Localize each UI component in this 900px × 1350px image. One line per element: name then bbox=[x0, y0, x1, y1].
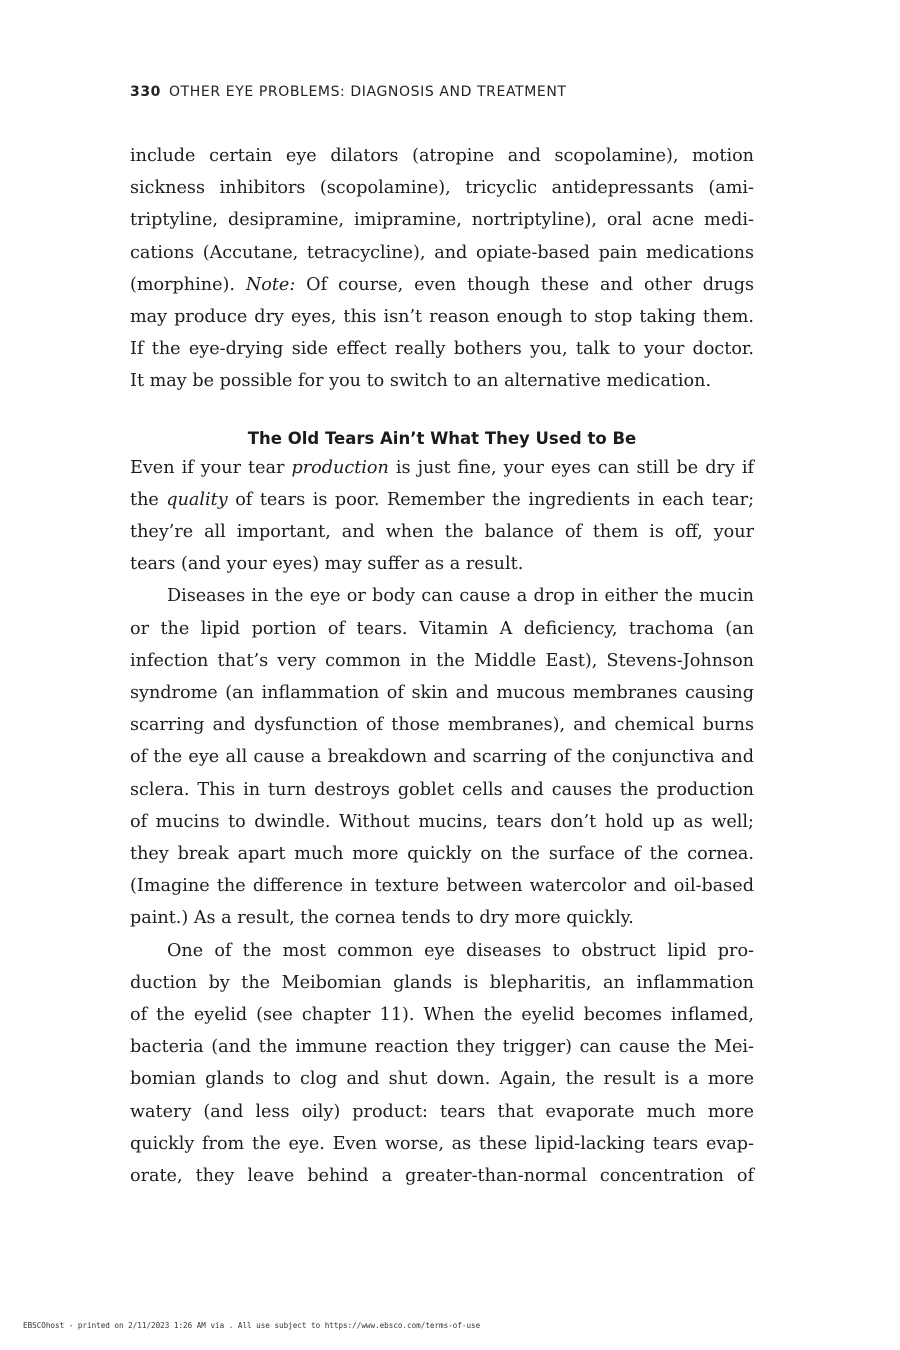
text-line: scarring and dysfunction of those membranes), and chemical burns bbox=[130, 715, 754, 736]
text-line: bacteria (and the immune reaction they trigger) can cause the Mei- bbox=[130, 1037, 754, 1058]
text-span: of tears is poor. Remember the ingredients in each tear; bbox=[227, 489, 755, 510]
body-text bbox=[130, 140, 754, 1192]
text-line: of the eyelid (see chapter 11). When the eyelid becomes inflamed, bbox=[130, 1005, 754, 1026]
text-span: Even if your tear bbox=[130, 457, 292, 478]
running-title: OTHER EYE PROBLEMS: DIAGNOSIS AND TREATMENT bbox=[169, 84, 567, 100]
text-line: bomian glands to clog and shut down. Again, the result is a more bbox=[130, 1069, 754, 1090]
paragraph-4 bbox=[130, 935, 754, 1193]
text-line: of mucins to dwindle. Without mucins, tears don’t hold up as well; bbox=[130, 811, 754, 832]
note-label: Note: bbox=[245, 274, 296, 295]
text-span: is just fine, your eyes can still be dry if bbox=[388, 457, 754, 478]
paragraph-2 bbox=[130, 452, 754, 581]
text-line: tears (and your eyes) may suffer as a result. bbox=[130, 554, 524, 575]
text-line: or the lipid portion of tears. Vitamin A deficiency, trachoma (an bbox=[130, 618, 754, 639]
running-header bbox=[130, 84, 567, 100]
text-line: include certain eye dilators (atropine and scopolamine), motion bbox=[130, 146, 754, 166]
text-line: of the eye all cause a breakdown and scarring of the conjunctiva and bbox=[130, 747, 754, 768]
text-line: (Imagine the difference in texture between watercolor and oil-based bbox=[130, 876, 754, 897]
print-footer: EBSCOhost - printed on 2/11/2023 1:26 AM via . All use subject to https://www.ebsco.com/terms-of-use bbox=[23, 1321, 481, 1330]
text-line: watery (and less oily) product: tears that evaporate much more bbox=[130, 1101, 754, 1122]
text-line: duction by the Meibomian glands is blepharitis, an inflammation bbox=[130, 972, 754, 993]
text-span: Of course, even though these and other drugs bbox=[295, 274, 754, 295]
emphasis: production bbox=[291, 457, 389, 478]
page-number: 330 bbox=[130, 84, 162, 100]
text-line: paint.) As a result, the cornea tends to dry more quickly. bbox=[130, 908, 634, 929]
text-line: triptyline, desipramine, imipramine, nortriptyline), oral acne medi- bbox=[130, 210, 754, 231]
text-line bbox=[130, 269, 754, 301]
text-line: sclera. This in turn destroys goblet cells and causes the production bbox=[130, 779, 754, 800]
text-line: cations (Accutane, tetracycline), and opiate-based pain medications bbox=[130, 242, 754, 263]
text-line bbox=[130, 452, 754, 484]
text-line: may produce dry eyes, this isn’t reason enough to stop taking them. bbox=[130, 307, 754, 328]
emphasis: quality bbox=[166, 489, 228, 510]
text-line: they break apart much more quickly on the surface of the cornea. bbox=[130, 844, 754, 865]
text-line bbox=[130, 484, 754, 516]
text-line: orate, they leave behind a greater-than-normal concentration of bbox=[130, 1166, 754, 1187]
paragraph-1 bbox=[130, 140, 754, 398]
text-line: sickness inhibitors (scopolamine), tricyclic antidepressants (ami- bbox=[130, 178, 754, 199]
paragraph-3 bbox=[130, 580, 754, 934]
text-span: (morphine). bbox=[130, 274, 246, 295]
text-line: syndrome (an inflammation of skin and mucous membranes causing bbox=[130, 683, 754, 704]
text-line: If the eye-drying side effect really bothers you, talk to your doctor. bbox=[130, 339, 754, 360]
text-line: infection that’s very common in the Middle East), Stevens-Johnson bbox=[130, 650, 754, 671]
text-span: the bbox=[130, 489, 167, 510]
text-line: Diseases in the eye or body can cause a drop in either the mucin bbox=[167, 586, 754, 607]
text-line: It may be possible for you to switch to an alternative medication. bbox=[130, 371, 712, 392]
text-line: quickly from the eye. Even worse, as these lipid-lacking tears evap- bbox=[130, 1133, 754, 1154]
text-line: One of the most common eye diseases to obstruct lipid pro- bbox=[167, 940, 754, 961]
section-heading: The Old Tears Ain’t What They Used to Be bbox=[247, 428, 637, 448]
text-line: they’re all important, and when the balance of them is off, your bbox=[130, 522, 754, 543]
